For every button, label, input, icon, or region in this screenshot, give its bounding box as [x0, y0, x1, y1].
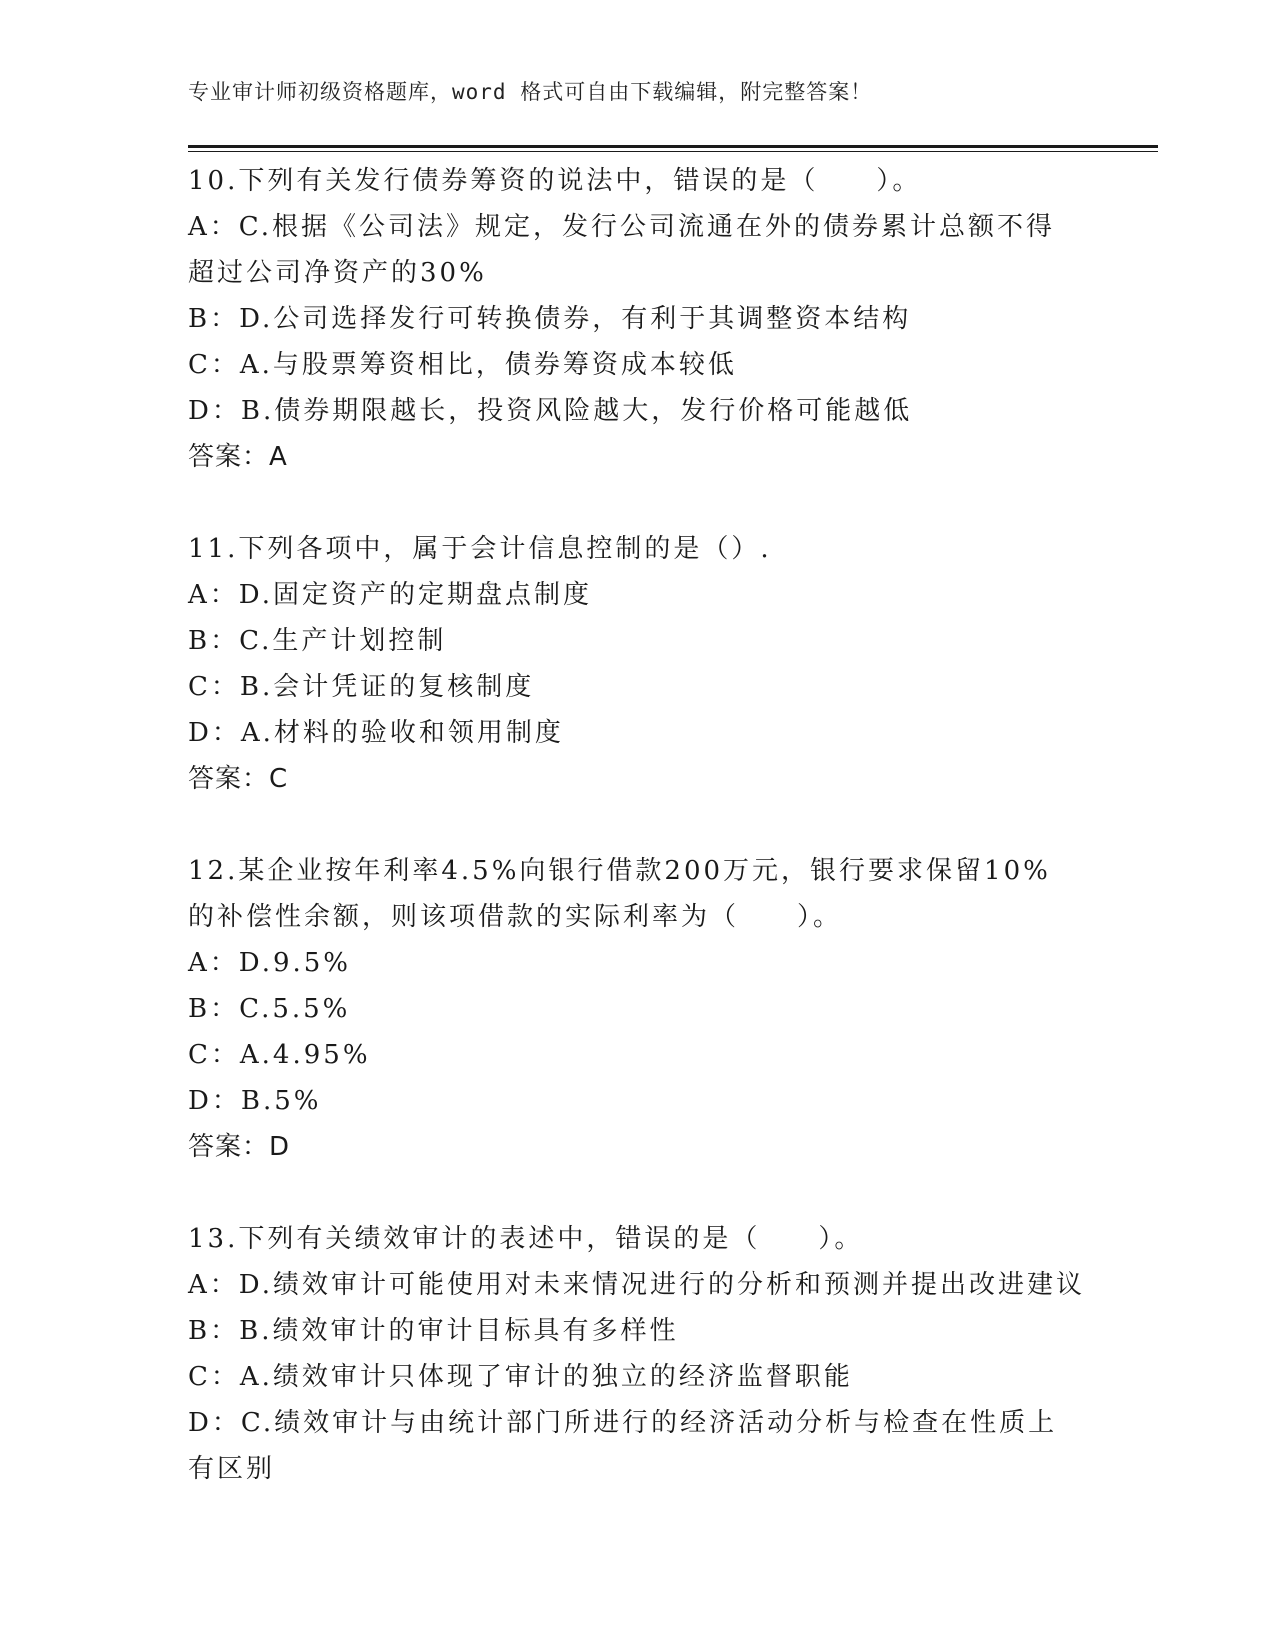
header-divider	[188, 145, 1158, 152]
question-stem: 13.下列有关绩效审计的表述中，错误的是（ ）。	[188, 1224, 864, 1254]
question-stem: 12.某企业按年利率4.5%向银行借款200万元，银行要求保留10%的补偿性余额，则该项借款的实际利率为（ ）。	[188, 856, 1051, 932]
question-12	[188, 848, 1088, 1170]
option-d: D：C.绩效审计与由统计部门所进行的经济活动分析与检查在性质上有区别	[188, 1408, 1058, 1484]
question-stem: 11.下列各项中，属于会计信息控制的是（）.	[188, 534, 772, 564]
question-stem: 10.下列有关发行债券筹资的说法中，错误的是（ ）。	[188, 166, 922, 196]
option-c: C：B.会计凭证的复核制度	[188, 672, 535, 702]
option-c: C：A.绩效审计只体现了审计的独立的经济监督职能	[188, 1362, 853, 1392]
answer-label: 答案：A	[188, 442, 288, 472]
option-b: B：C.5.5%	[188, 994, 351, 1024]
question-10	[188, 158, 1088, 480]
option-c: C：A.与股票筹资相比，债券筹资成本较低	[188, 350, 737, 380]
question-list	[188, 158, 1088, 1538]
answer-label: 答案：D	[188, 1132, 291, 1162]
option-b: B：B.绩效审计的审计目标具有多样性	[188, 1316, 679, 1346]
option-d: D：B.债券期限越长，投资风险越大，发行价格可能越低	[188, 396, 913, 426]
option-a: A：D.9.5%	[188, 948, 352, 978]
answer-label: 答案：C	[188, 764, 289, 794]
option-c: C：A.4.95%	[188, 1040, 371, 1070]
option-b: B：C.生产计划控制	[188, 626, 447, 656]
option-a: A：D.固定资产的定期盘点制度	[188, 580, 592, 610]
question-13	[188, 1216, 1088, 1492]
option-d: D：B.5%	[188, 1086, 322, 1116]
option-d: D：A.材料的验收和领用制度	[188, 718, 564, 748]
option-a: A：D.绩效审计可能使用对未来情况进行的分析和预测并提出改进建议	[188, 1270, 1085, 1300]
option-a: A：C.根据《公司法》规定，发行公司流通在外的债券累计总额不得超过公司净资产的30%	[188, 212, 1056, 288]
page-header: 专业审计师初级资格题库，word 格式可自由下载编辑，附完整答案！	[188, 80, 873, 104]
option-b: B：D.公司选择发行可转换债券，有利于其调整资本结构	[188, 304, 912, 334]
question-11	[188, 526, 1088, 802]
